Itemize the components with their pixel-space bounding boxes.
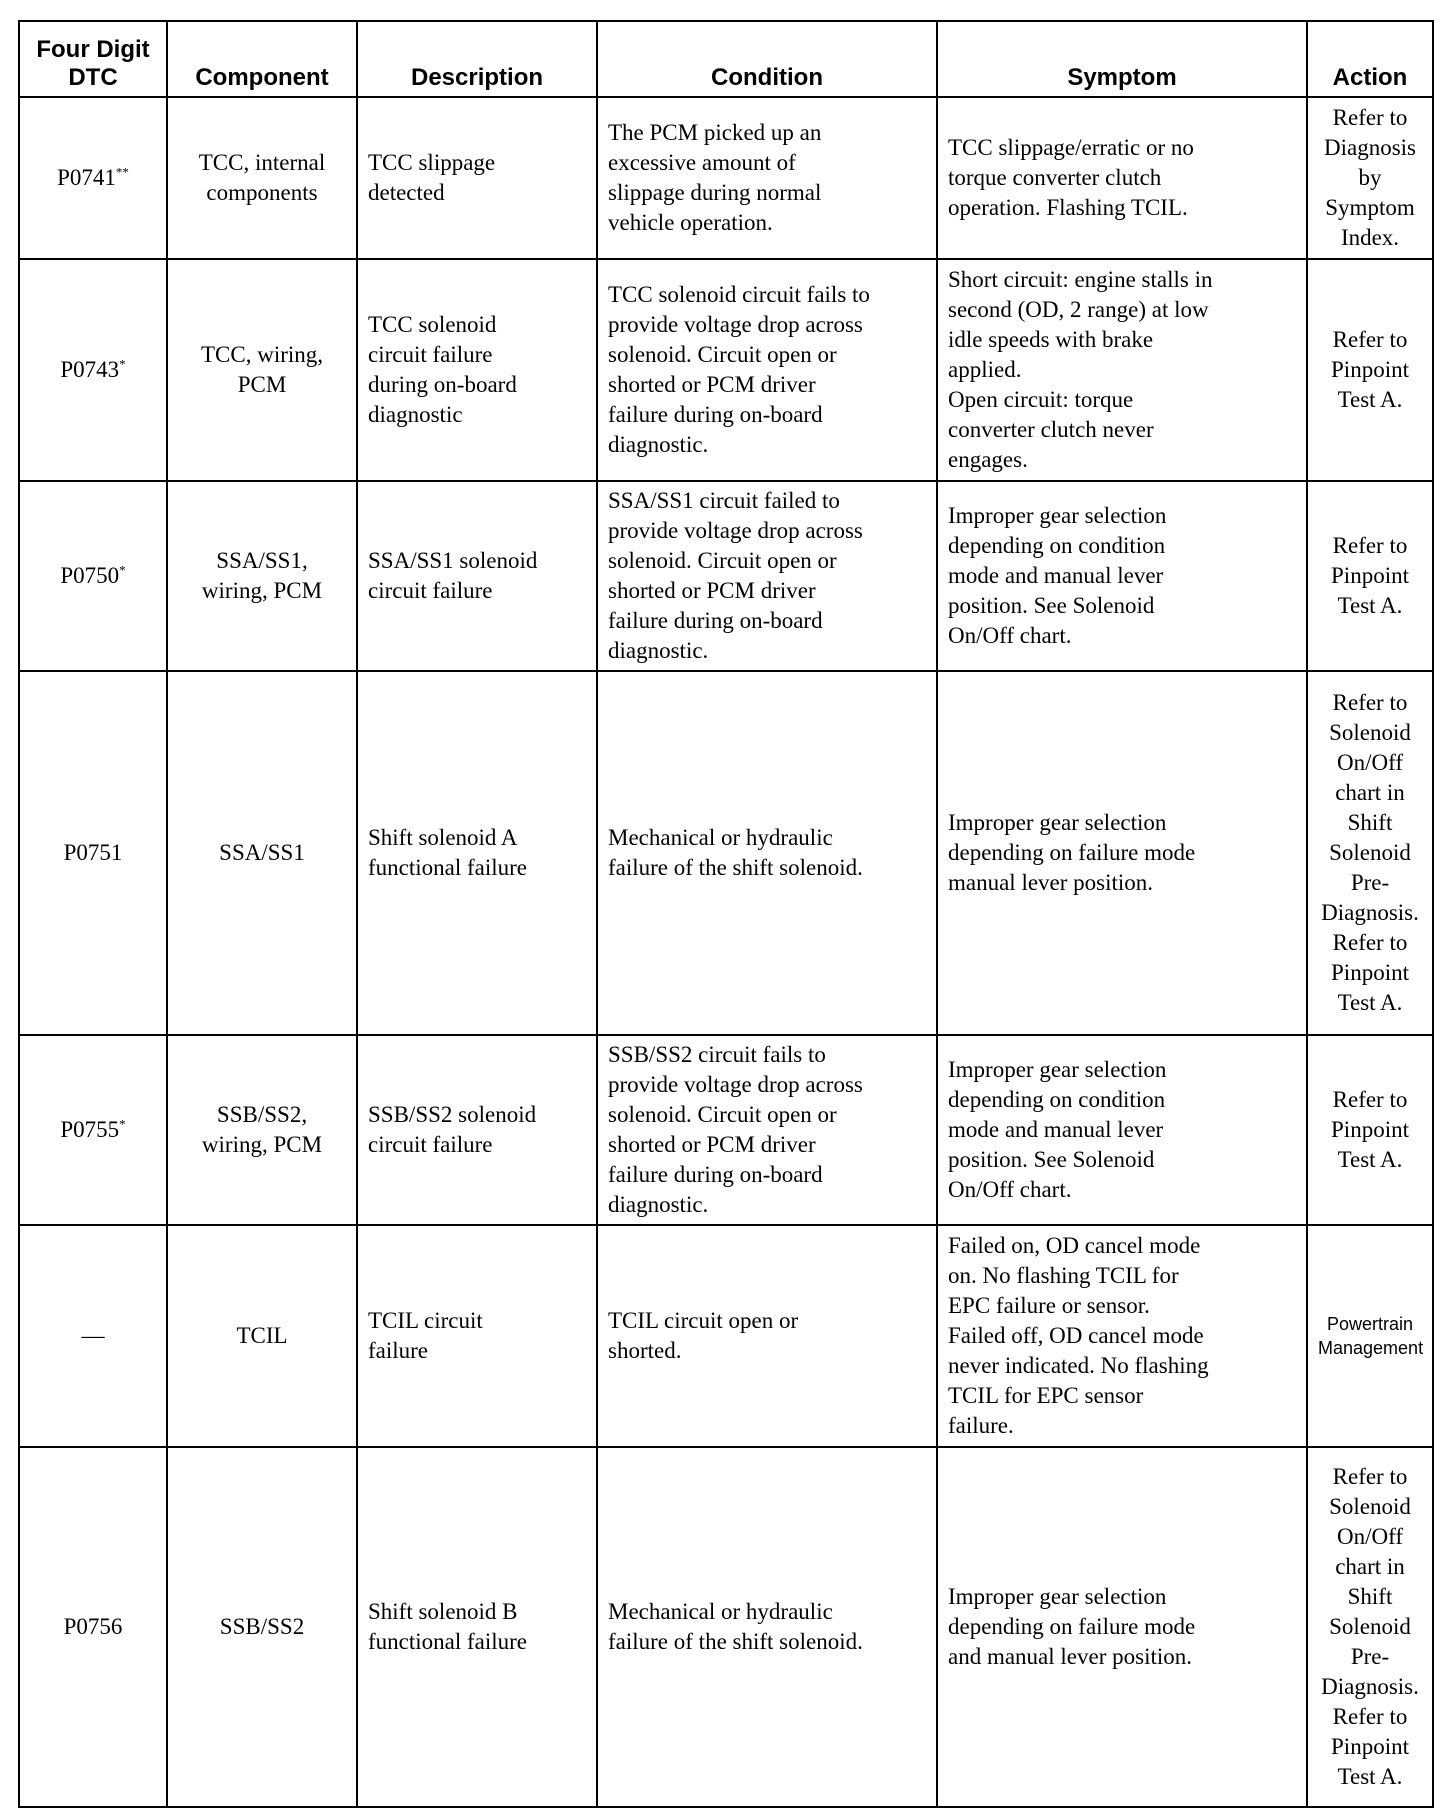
header-component: Component	[167, 21, 357, 97]
description-cell: TCC solenoid circuit failure during on-board diagnostic	[357, 259, 597, 481]
dtc-code-cell	[19, 1447, 167, 1807]
header-symptom: Symptom	[937, 21, 1307, 97]
dtc-footnote-mark: *	[119, 562, 126, 578]
description-cell: TCIL circuit failure	[357, 1225, 597, 1447]
header-action: Action	[1307, 21, 1433, 97]
condition-cell: The PCM picked up an excessive amount of slippage during normal vehicle operation.	[597, 97, 937, 259]
component-cell: TCC, internal components	[167, 97, 357, 259]
dtc-code: —	[81, 1323, 105, 1348]
description-cell: Shift solenoid A functional failure	[357, 671, 597, 1035]
header-row	[19, 21, 1433, 97]
component-cell: SSA/SS1, wiring, PCM	[167, 481, 357, 671]
symptom-cell: Improper gear selection depending on failure mode manual lever position.	[937, 671, 1307, 1035]
dtc-code-cell	[19, 259, 167, 481]
header-dtc: Four Digit DTC	[19, 21, 167, 97]
table-row	[19, 481, 1433, 671]
table-row	[19, 1447, 1433, 1807]
symptom-cell: Improper gear selection depending on failure mode and manual lever position.	[937, 1447, 1307, 1807]
condition-cell: Mechanical or hydraulic failure of the shift solenoid.	[597, 1447, 937, 1807]
table-row	[19, 259, 1433, 481]
dtc-table	[18, 20, 1434, 1808]
dtc-footnote-mark: *	[119, 1116, 126, 1132]
condition-cell: TCC solenoid circuit fails to provide voltage drop across solenoid. Circuit open or shorted or PCM driver failure during on-board diagnostic.	[597, 259, 937, 481]
action-cell: Refer to Solenoid On/Off chart in Shift Solenoid Pre- Diagnosis. Refer to Pinpoint Test A.	[1307, 1447, 1433, 1807]
component-cell: SSB/SS2, wiring, PCM	[167, 1035, 357, 1225]
dtc-code-cell	[19, 671, 167, 1035]
dtc-code: P0750	[60, 563, 120, 588]
symptom-cell: Improper gear selection depending on condition mode and manual lever position. See Solenoid On/Off chart.	[937, 481, 1307, 671]
dtc-code: P0751	[63, 840, 123, 865]
header-condition: Condition	[597, 21, 937, 97]
dtc-code-cell	[19, 481, 167, 671]
dtc-code: P0743	[60, 357, 120, 382]
description-cell: SSB/SS2 solenoid circuit failure	[357, 1035, 597, 1225]
action-cell: Refer to Pinpoint Test A.	[1307, 259, 1433, 481]
dtc-code-cell	[19, 1035, 167, 1225]
action-cell: Refer to Pinpoint Test A.	[1307, 481, 1433, 671]
symptom-cell: Short circuit: engine stalls in second (OD, 2 range) at low idle speeds with brake applied. Open circuit: torque converter clutch never engages.	[937, 259, 1307, 481]
dtc-code: P0755	[60, 1117, 120, 1142]
action-cell: Refer to Pinpoint Test A.	[1307, 1035, 1433, 1225]
action-cell: Refer to Diagnosis by Symptom Index.	[1307, 97, 1433, 259]
component-cell: TCC, wiring, PCM	[167, 259, 357, 481]
table-body	[19, 97, 1433, 1807]
dtc-footnote-mark: **	[115, 164, 129, 180]
symptom-cell: TCC slippage/erratic or no torque converter clutch operation. Flashing TCIL.	[937, 97, 1307, 259]
dtc-code-cell	[19, 1225, 167, 1447]
description-cell: TCC slippage detected	[357, 97, 597, 259]
symptom-cell: Improper gear selection depending on condition mode and manual lever position. See Solenoid On/Off chart.	[937, 1035, 1307, 1225]
condition-cell: SSB/SS2 circuit fails to provide voltage drop across solenoid. Circuit open or shorted or PCM driver failure during on-board diagnostic.	[597, 1035, 937, 1225]
component-cell: SSB/SS2	[167, 1447, 357, 1807]
condition-cell: SSA/SS1 circuit failed to provide voltage drop across solenoid. Circuit open or shorted or PCM driver failure during on-board diagnostic.	[597, 481, 937, 671]
table-row	[19, 1225, 1433, 1447]
table-row	[19, 97, 1433, 259]
component-cell: TCIL	[167, 1225, 357, 1447]
condition-cell: Mechanical or hydraulic failure of the shift solenoid.	[597, 671, 937, 1035]
header-description: Description	[357, 21, 597, 97]
table-row	[19, 1035, 1433, 1225]
table-row	[19, 671, 1433, 1035]
dtc-code-cell	[19, 97, 167, 259]
description-cell: Shift solenoid B functional failure	[357, 1447, 597, 1807]
dtc-code: P0756	[63, 1614, 123, 1639]
action-cell: Powertrain Management	[1307, 1225, 1433, 1447]
dtc-footnote-mark: *	[119, 356, 126, 372]
condition-cell: TCIL circuit open or shorted.	[597, 1225, 937, 1447]
dtc-code: P0741	[57, 165, 116, 190]
component-cell: SSA/SS1	[167, 671, 357, 1035]
symptom-cell: Failed on, OD cancel mode on. No flashing TCIL for EPC failure or sensor. Failed off, OD cancel mode never indicated. No flashing TCIL for EPC sensor failure.	[937, 1225, 1307, 1447]
action-cell: Refer to Solenoid On/Off chart in Shift Solenoid Pre- Diagnosis. Refer to Pinpoint Test A.	[1307, 671, 1433, 1035]
description-cell: SSA/SS1 solenoid circuit failure	[357, 481, 597, 671]
table-header	[19, 21, 1433, 97]
